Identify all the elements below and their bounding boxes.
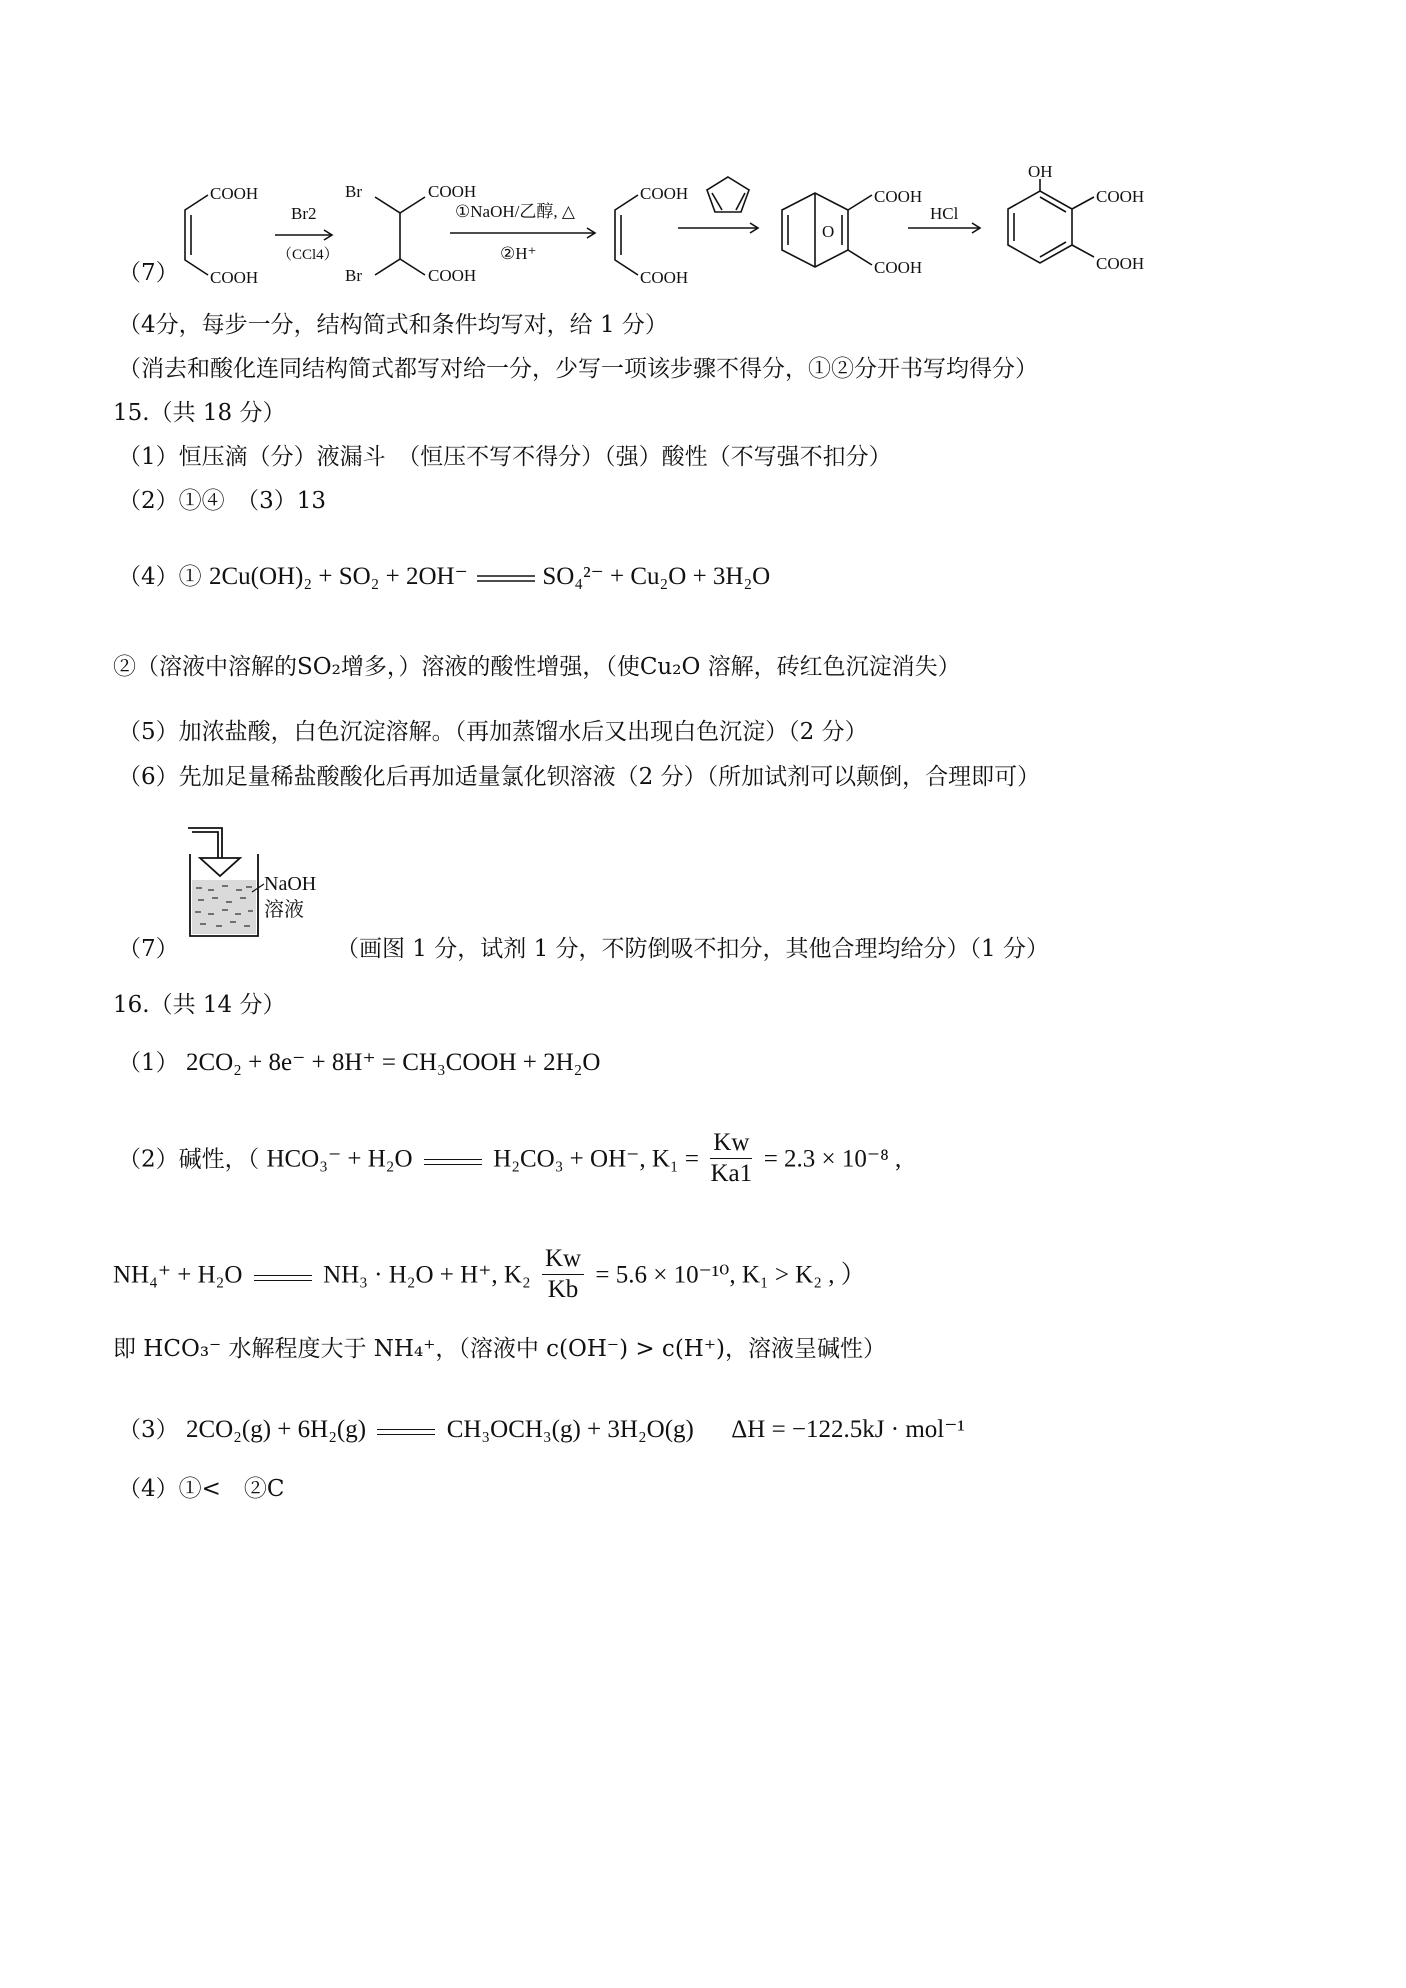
mol4-cooh-top: COOH xyxy=(874,187,923,206)
solution-label: 溶液 xyxy=(264,899,304,921)
arrow1-solvent: （CCl4） xyxy=(277,247,339,263)
mol3-cooh-bottom: COOH xyxy=(640,268,689,287)
q16-part1-label: （1） xyxy=(118,1050,179,1076)
arrow2-reagent: ①NaOH/乙醇, △ xyxy=(455,202,575,221)
q16-part3 xyxy=(118,1415,965,1445)
mol1-cooh-top: COOH xyxy=(210,184,259,203)
equilibrium-arrow-icon xyxy=(254,1275,312,1279)
arrow4-reagent: HCl xyxy=(930,204,959,223)
mol5-oh: OH xyxy=(1028,165,1053,181)
mol1-cooh-bottom: COOH xyxy=(210,268,259,287)
q16-k1-denominator: Ka1 xyxy=(710,1160,753,1187)
q15-part7-note: （画图 1 分，试剂 1 分，不防倒吸不扣分，其他合理均给分）（1 分） xyxy=(336,936,1049,962)
q16-part2-line1 xyxy=(118,1130,901,1191)
mol5-cooh-top: COOH xyxy=(1096,187,1145,206)
mol3-cooh-top: COOH xyxy=(640,184,689,203)
q16-part1 xyxy=(118,1048,600,1078)
q15-part1: （1）恒压滴（分）液漏斗 （恒压不写不得分）（强）酸性（不写强不扣分） xyxy=(118,444,892,470)
q15-heading: 15.（共 18 分） xyxy=(113,400,286,426)
q15-part4-equation xyxy=(118,562,770,592)
q16-part4: （4）①< ②C xyxy=(118,1476,285,1502)
q16-k1-fraction xyxy=(710,1128,752,1189)
q16-k1-numerator: Kw xyxy=(710,1128,752,1159)
mol2-br-bottom: Br xyxy=(345,266,362,285)
q16-k1-value: = 2.3 × 10⁻⁸ , xyxy=(763,1145,902,1173)
q16-part1-equation: 2CO₂ + 8e⁻ + 8H⁺ = CH₃COOH + 2H₂O xyxy=(185,1049,601,1076)
mol4-cooh-bottom: COOH xyxy=(874,258,923,277)
q16-part3-label: （3） xyxy=(118,1417,179,1443)
q16-part2-line2 xyxy=(113,1246,866,1307)
q16-heading: 16.（共 14 分） xyxy=(113,992,286,1018)
q16-part3-lhs: 2CO₂(g) + 6H₂(g) xyxy=(185,1416,367,1443)
q16-part3-enthalpy: ΔH = −122.5kJ · mol⁻¹ xyxy=(731,1416,965,1443)
q16-part2-conclusion: 即 HCO₃⁻ 水解程度大于 NH₄⁺，（溶液中 c(OH⁻) > c(H⁺)，溶液呈碱性） xyxy=(113,1336,886,1362)
equals-sign-icon xyxy=(475,573,535,583)
mol2-cooh-bottom: COOH xyxy=(428,266,477,285)
q14-7-note1: （4分，每步一分，结构简式和条件均写对，给 1 分） xyxy=(118,312,668,338)
q16-k2-fraction xyxy=(542,1244,584,1305)
q16-part2b-rhs: NH₃ · H₂O + H⁺, K₂ xyxy=(323,1261,531,1289)
q15-part6: （6）先加足量稀盐酸酸化后再加适量氯化钡溶液（2 分）（所加试剂可以颠倒，合理即可） xyxy=(118,764,1041,790)
q15-part4b: ②（溶液中溶解的SO₂增多，）溶液的酸性增强，（使Cu₂O 溶解，砖红色沉淀消失） xyxy=(113,654,961,680)
equilibrium-arrow-icon xyxy=(377,1429,435,1433)
q16-part2-lhs: HCO₃⁻ + H₂O xyxy=(266,1145,413,1173)
q15-part5: （5）加浓盐酸，白色沉淀溶解。（再加蒸馏水后又出现白色沉淀）（2 分） xyxy=(118,719,868,745)
naoh-label: NaOH xyxy=(264,873,317,895)
q16-part3-rhs: CH₃OCH₃(g) + 3H₂O(g) xyxy=(446,1416,694,1443)
reaction-scheme-svg xyxy=(150,165,1190,290)
q16-k2-numerator: Kw xyxy=(542,1244,584,1275)
mol2-br-top: Br xyxy=(345,182,362,201)
q14-7-label: （7） xyxy=(118,260,179,286)
q16-part2b-lhs: NH₄⁺ + H₂O xyxy=(113,1261,243,1289)
arrow1-reagent: Br2 xyxy=(291,204,317,223)
q16-k2-value: = 5.6 × 10⁻¹⁰, K₁ > K₂ , ） xyxy=(595,1261,866,1289)
q15-part4-label: （4）① xyxy=(118,564,202,590)
q15-part4-lhs: 2Cu(OH)₂ + SO₂ + 2OH⁻ xyxy=(208,563,468,590)
equilibrium-arrow-icon xyxy=(424,1159,482,1163)
q16-part2-rhs: H₂CO₃ + OH⁻, K₁ = xyxy=(493,1145,699,1173)
mol5-cooh-bottom: COOH xyxy=(1096,254,1145,273)
q16-k2-denominator: Kb xyxy=(547,1276,579,1303)
q14-7-note2: （消去和酸化连同结构简式都写对给一分，少写一项该步骤不得分，①②分开书写均得分） xyxy=(118,356,1038,382)
q16-part2-label: （2）碱性，（ xyxy=(118,1146,260,1173)
q15-part4-rhs: SO₄²⁻ + Cu₂O + 3H₂O xyxy=(542,563,771,590)
q15-part2-3: （2）①④ （3）13 xyxy=(118,488,327,514)
naoh-absorption-beaker-icon xyxy=(180,818,330,950)
mol2-cooh-top: COOH xyxy=(428,182,477,201)
q15-part7-label: （7） xyxy=(118,936,179,962)
arrow2-acid: ②H⁺ xyxy=(500,244,537,263)
mol4-oxygen: O xyxy=(822,222,835,241)
